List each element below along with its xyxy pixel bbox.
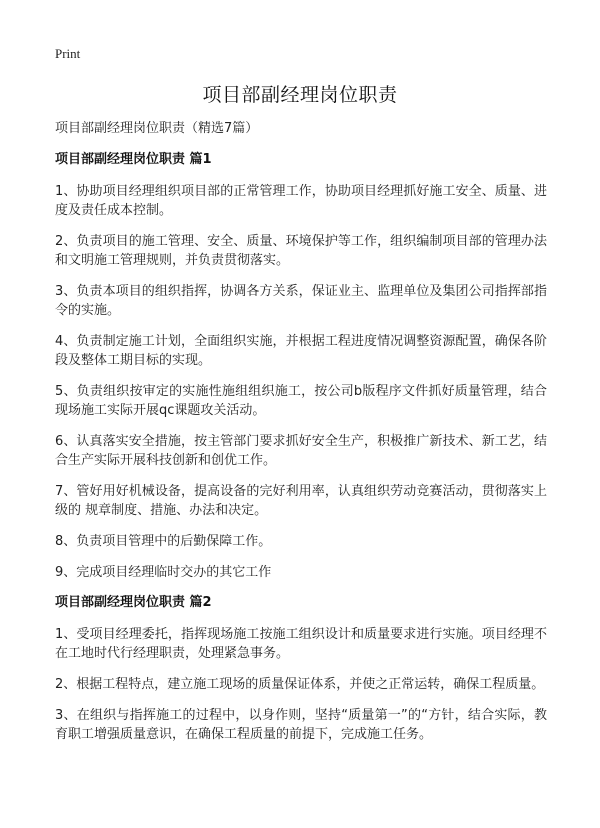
duty-item: 8、负责项目管理中的后勤保障工作。: [55, 534, 272, 549]
duty-item: 1、协助项目经理组织项目部的正常管理工作，协助项目经理抓好施工安全、质量、进度及责任成本控制。: [55, 184, 547, 218]
section-heading-2: 项目部副经理岗位职责 篇2: [55, 595, 212, 610]
duty-item: 5、负责组织按审定的实施性施组组织施工，按公司b版程序文件抓好质量管理，结合现场施工实际开展qc课题攻关活动。: [55, 384, 547, 418]
print-label[interactable]: Print: [55, 46, 81, 61]
duty-item: 2、负责项目的施工管理、安全、质量、环境保护等工作，组织编制项目部的管理办法和文明施工管理规则，并负责贯彻落实。: [55, 234, 547, 268]
duty-item: 7、管好用好机械设备，提高设备的完好利用率，认真组织劳动竞赛活动，贯彻落实上级的 规章制度、措施、办法和决定。: [55, 484, 547, 518]
document-subtitle: 项目部副经理岗位职责（精选7篇）: [55, 121, 259, 136]
duty-item: 1、受项目经理委托，指挥现场施工按施工组织设计和质量要求进行实施。项目经理不在工地时代行经理职责，处理紧急事务。: [55, 627, 547, 661]
duty-item: 9、完成项目经理临时交办的其它工作: [55, 565, 272, 580]
section-heading-1: 项目部副经理岗位职责 篇1: [55, 152, 212, 167]
duty-item: 4、负责制定施工计划，全面组织实施，并根据工程进度情况调整资源配置，确保各阶段及整体工期目标的实现。: [55, 334, 547, 368]
document-body: [55, 120, 547, 756]
duty-item: 2、根据工程特点，建立施工现场的质量保证体系，并使之正常运转，确保工程质量。: [55, 677, 545, 692]
duty-item: 3、在组织与指挥施工的过程中，以身作则，坚持“质量第一”的“方针，结合实际，教育职工增强质量意识，在确保工程质量的前提下，完成施工任务。: [55, 708, 547, 742]
duty-item: 6、认真落实安全措施，按主管部门要求抓好安全生产，积极推广新技术、新工艺，结合生产实际开展科技创新和创优工作。: [55, 434, 547, 468]
page-title: 项目部副经理岗位职责: [202, 84, 398, 106]
duty-item: 3、负责本项目的组织指挥，协调各方关系，保证业主、监理单位及集团公司指挥部指令的实施。: [55, 284, 547, 318]
